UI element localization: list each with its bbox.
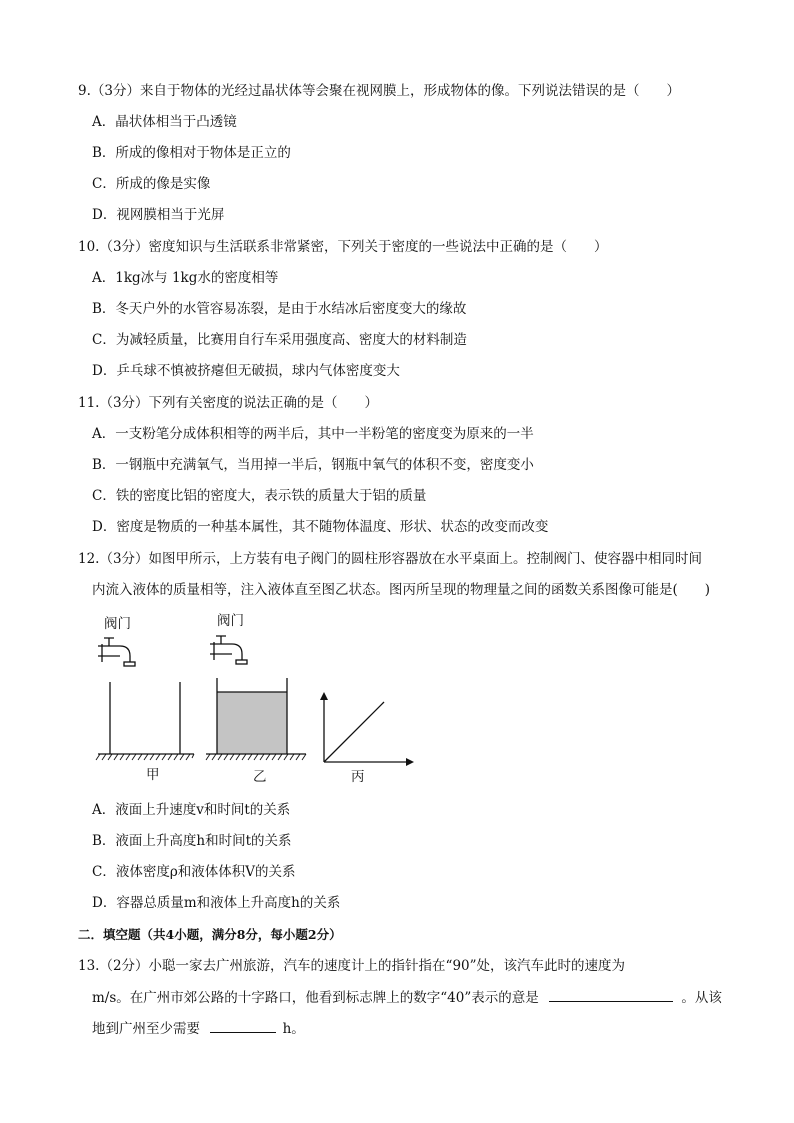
y-axis-arrow-icon xyxy=(320,692,328,700)
question-10-option-d: D．乒乓球不慎被挤瘪但无破损，球内气体密度变大 xyxy=(92,363,400,379)
question-12-option-d: D．容器总质量m和液体上升高度h的关系 xyxy=(92,895,341,911)
question-13-line-3-text: 地到广州至少需要 xyxy=(92,1021,200,1037)
question-11-option-b: B．一钢瓶中充满氧气，当用掉一半后，钢瓶中氧气的体积不变，密度变小 xyxy=(92,457,534,473)
question-12-stem-line-2: 内流入液体的质量相等，注入液体直至图乙状态。图丙所呈现的物理量之间的函数关系图像可能是( ) xyxy=(92,582,711,598)
question-13-line-2-text: m/s。在广州市郊公路的十字路口，他看到标志牌上的数字“40”表示的意是 xyxy=(92,990,539,1006)
faucet-icon xyxy=(98,638,135,666)
question-13-line-2 xyxy=(92,987,722,1008)
faucet-icon xyxy=(210,636,247,664)
liquid-fill xyxy=(217,692,287,754)
question-12-option-c: C．液体密度ρ和液体体积V的关系 xyxy=(92,864,296,880)
question-10-stem: 10.（3分）密度知识与生活联系非常紧密，下列关于密度的一些说法中正确的是（ ） xyxy=(78,239,608,255)
question-10-option-a: A．1kg冰与 1kg水的密度相等 xyxy=(92,270,279,286)
question-9-option-d: D．视网膜相当于光屏 xyxy=(92,207,225,223)
question-11-option-c: C．铁的密度比铝的密度大，表示铁的质量大于铝的质量 xyxy=(92,488,427,504)
question-9-stem: 9.（3分）来自于物体的光经过晶状体等会聚在视网膜上，形成物体的像。下列说法错误的是（ ） xyxy=(78,83,680,99)
question-12-stem-line-1: 12.（3分）如图甲所示，上方装有电子阀门的圆柱形容器放在水平桌面上。控制阀门、使容器中相同时间 xyxy=(78,551,703,567)
question-10-option-b: B．冬天户外的水管容易冻裂，是由于水结冰后密度变大的缘故 xyxy=(92,301,467,317)
question-11-stem: 11.（3分）下列有关密度的说法正确的是（ ） xyxy=(78,395,379,411)
question-9-option-a: A．晶状体相当于凸透镜 xyxy=(92,114,237,130)
valve-label-jia: 阀门 xyxy=(104,616,131,632)
answer-blank-3[interactable] xyxy=(210,1018,276,1033)
question-11-option-d: D．密度是物质的一种基本属性，其不随物体温度、形状、状态的改变而改变 xyxy=(92,519,549,535)
question-13-line-3-tail: h。 xyxy=(282,1021,305,1037)
caption-jia: 甲 xyxy=(146,767,160,783)
question-13-line-2-tail: 。从该 xyxy=(681,990,722,1006)
proportional-line xyxy=(324,702,384,762)
figure-yi-container xyxy=(202,630,312,764)
question-12-option-a: A．液面上升速度v和时间t的关系 xyxy=(92,802,291,818)
question-11-option-a: A．一支粉笔分成体积相等的两半后，其中一半粉笔的密度变为原来的一半 xyxy=(92,426,534,442)
caption-bing: 丙 xyxy=(351,769,365,785)
x-axis-arrow-icon xyxy=(406,758,414,766)
question-9-option-c: C．所成的像是实像 xyxy=(92,176,211,192)
section-2-heading: 二．填空题（共4小题，满分8分，每小题2分） xyxy=(78,927,342,942)
question-10-option-c: C．为减轻质量，比赛用自行车采用强度高、密度大的材料制造 xyxy=(92,332,467,348)
valve-label-yi: 阀门 xyxy=(217,613,244,629)
question-12-option-b: B．液面上升高度h和时间t的关系 xyxy=(92,833,292,849)
question-13-line-3 xyxy=(92,1018,305,1039)
question-9-option-b: B．所成的像相对于物体是正立的 xyxy=(92,145,291,161)
figure-bing-graph xyxy=(316,690,416,766)
question-13-line-1: 13.（2分）小聪一家去广州旅游，汽车的速度计上的指针指在“90”处，该汽车此时的速度为 xyxy=(78,958,626,974)
caption-yi: 乙 xyxy=(253,769,267,785)
figure-jia-container xyxy=(90,632,200,764)
answer-blank-2[interactable] xyxy=(549,987,673,1002)
